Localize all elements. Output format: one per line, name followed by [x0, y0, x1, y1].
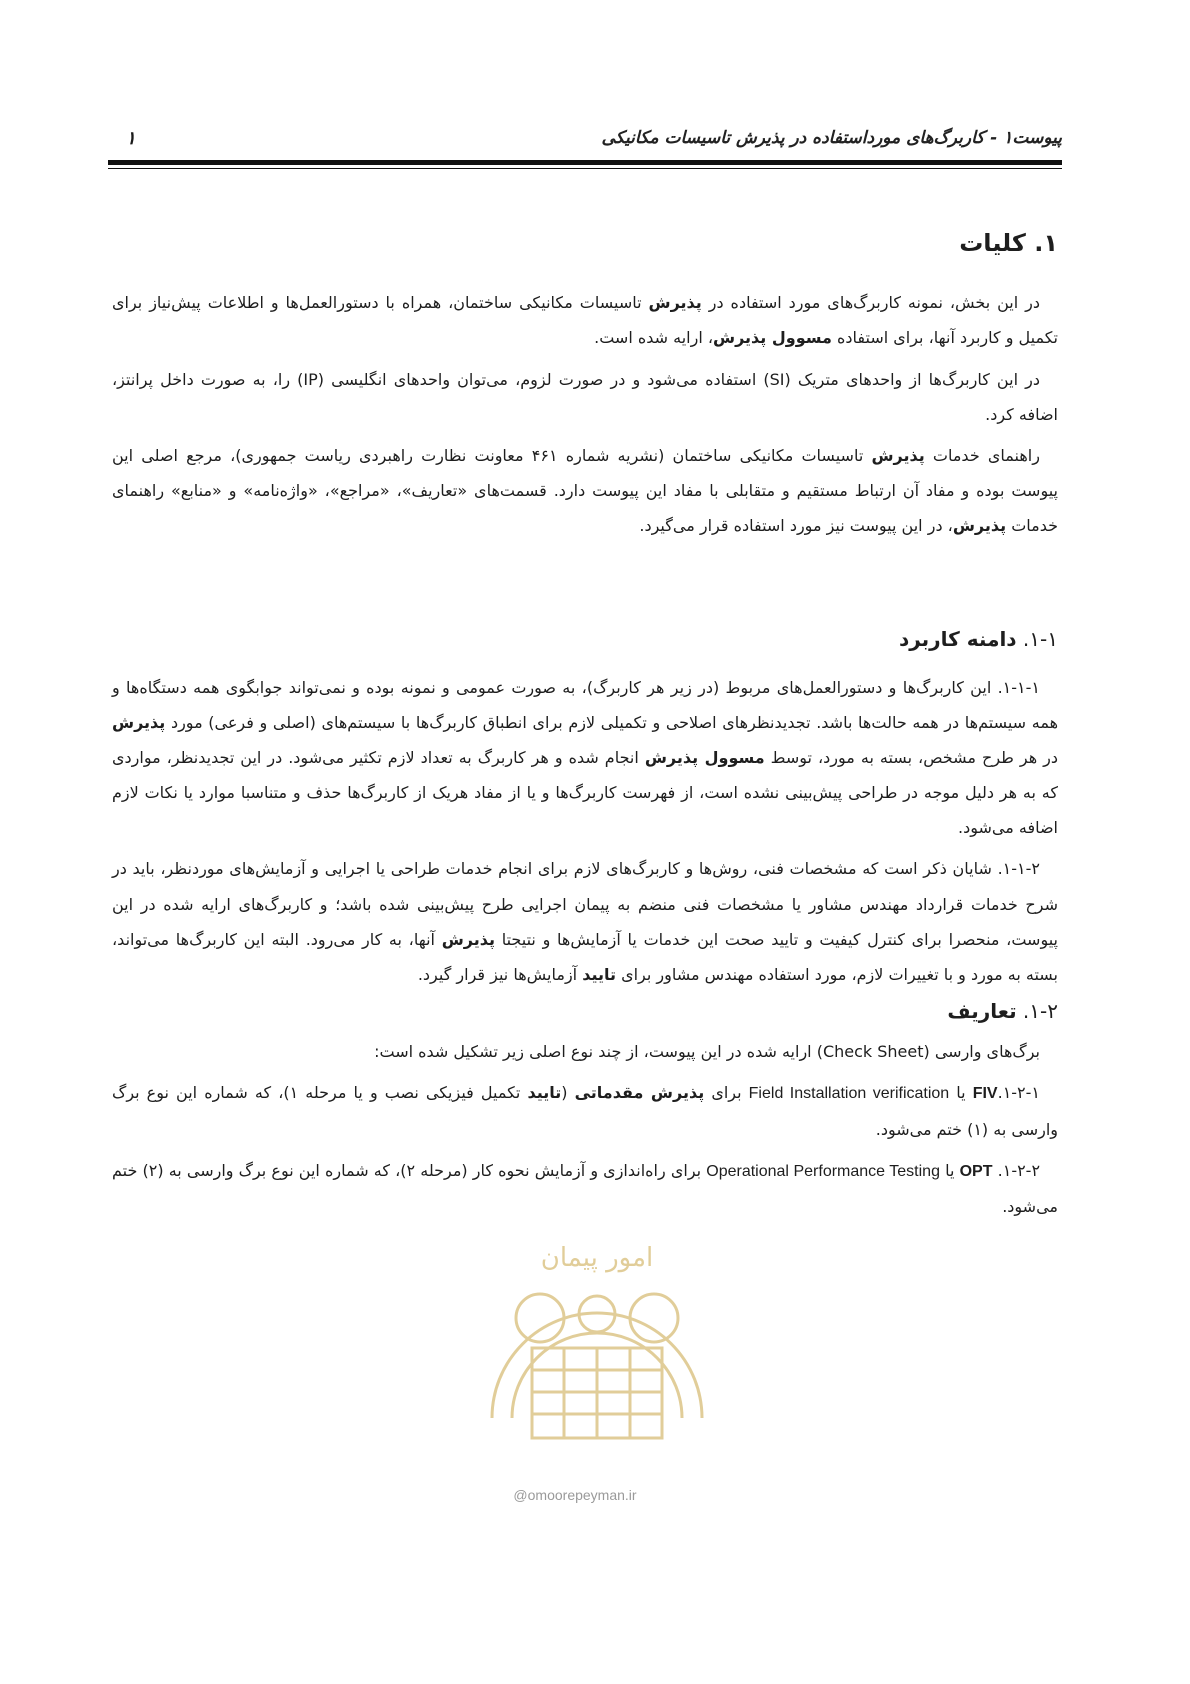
- scope-paragraph-1: ۱-۱-۱. این کاربرگ‌ها و دستورالعمل‌های مربوط (در زیر هر کاربرگ)، به صورت عمومی و نمونه بوده و نمی‌تواند جوابگوی همه دستگاه‌ها و همه سیستم‌ها در همه حالت‌ها باشد. تجدیدنظرهای اصلاحی و تکمیلی لازم برای انطباق کاربرگ‌ها با سیستم‌های (اصلی و فرعی) مورد پذیرش در هر طرح مشخص، بسته به مورد، توسط مسوول پذیرش انجام شده و هر کاربرگ به تعداد لازم تکثیر می‌شود. در این تجدیدنظر، مواردی که به هر دلیل موجه در طراحی پیش‌بینی نشده است، از فهرست کاربرگ‌ها و یا از مفاد هریک از کاربرگ‌ها حذف و متناسبا موارد یا نکات لازم اضافه می‌شود.: [112, 677, 1059, 838]
- watermark-logo-icon: [452, 1218, 742, 1458]
- section-title: ۱. کلیات: [959, 229, 1058, 257]
- general-paragraph-3: راهنمای خدمات پذیرش تاسیسات مکانیکی ساختمان (نشریه شماره ۴۶۱ معاونت نظارت راهبردی ریاست جمهوری)، مرجع اصلی این پیوست بوده و مفاد آن ارتباط مستقیم و متقابلی با مفاد این پیوست دارد. قسمت‌های «تعاریف»، «مراجع»، «واژه‌نامه» و «منابع» راهنمای خدمات پذیرش، در این پیوست نیز مورد استفاده قرار می‌گیرد.: [112, 445, 1058, 536]
- definitions-paragraph-fiv: ۱-۲-۱.FIV یا Field Installation verification برای پذیرش مقدماتی (تایید تکمیل فیزیکی نصب و یا مرحله ۱)، که شماره این نوع برگ وارسی به (۱) ختم می‌شود.: [112, 1083, 1058, 1139]
- definitions-paragraph-1: برگ‌های وارسی (Check Sheet) ارایه شده در این پیوست، از چند نوع اصلی زیر تشکیل شده است:: [374, 1042, 1040, 1062]
- header-rule-thick: [108, 160, 1062, 165]
- header-title: پیوست۱ - کاربرگ‌های مورداستفاده در پذیرش تاسیسات مکانیکی: [601, 128, 1062, 148]
- page-number: ۱: [126, 128, 136, 149]
- definitions-paragraph-opt: ۱-۲-۲. OPT یا Operational Performance Testing برای راه‌اندازی و آزمایش نحوه کار (مرحله ۲)، که شماره این نوع برگ وارسی به (۲) ختم می‌شود.: [112, 1160, 1058, 1216]
- watermark-url: @omoorepeyman.ir: [513, 1487, 637, 1503]
- scope-title: ۱-۱. دامنه کاربرد: [898, 626, 1058, 651]
- body-content: [112, 228, 1058, 1230]
- general-paragraph-2: در این کاربرگ‌ها از واحدهای متریک (SI) استفاده می‌شود و در صورت لزوم، می‌توان واحدهای انگلیسی (IP) را، به صورت داخل پرانتز، اضافه کرد.: [112, 369, 1058, 424]
- definitions-title: ۱-۲. تعاریف: [947, 999, 1058, 1024]
- watermark-logo-text: امور پیمان: [540, 1243, 654, 1273]
- scope-paragraph-2: ۱-۱-۲. شایان ذکر است که مشخصات فنی، روش‌ها و کاربرگ‌های لازم برای انجام خدمات طراحی یا اجرایی و آزمایش‌های موردنظر، باید در شرح خدمات قرارداد مهندس مشاور یا مشخصات فنی منضم به پیمان اجرایی طرح پیش‌بینی شده باشد؛ و کاربرگ‌های ارایه شده در این پیوست، منحصرا برای کنترل کیفیت و تایید صحت این خدمات یا آزمایش‌ها و نتیجتا پذیرش آنها، به کار می‌رود. البته این کاربرگ‌ها می‌تواند، بسته به مورد و با تغییرات لازم، مورد استفاده مهندس مشاور برای تایید آزمایش‌ها نیز قرار گیرد.: [112, 859, 1059, 984]
- header-rule-thin: [108, 168, 1062, 169]
- general-paragraph-1: در این بخش، نمونه کاربرگ‌های مورد استفاده در پذیرش تاسیسات مکانیکی ساختمان، همراه با دستورالعمل‌ها و اطلاعات پیش‌نیاز برای تکمیل و کاربرد آنها، برای استفاده مسوول پذیرش، ارایه شده است.: [112, 293, 1058, 348]
- running-header: [108, 128, 1062, 158]
